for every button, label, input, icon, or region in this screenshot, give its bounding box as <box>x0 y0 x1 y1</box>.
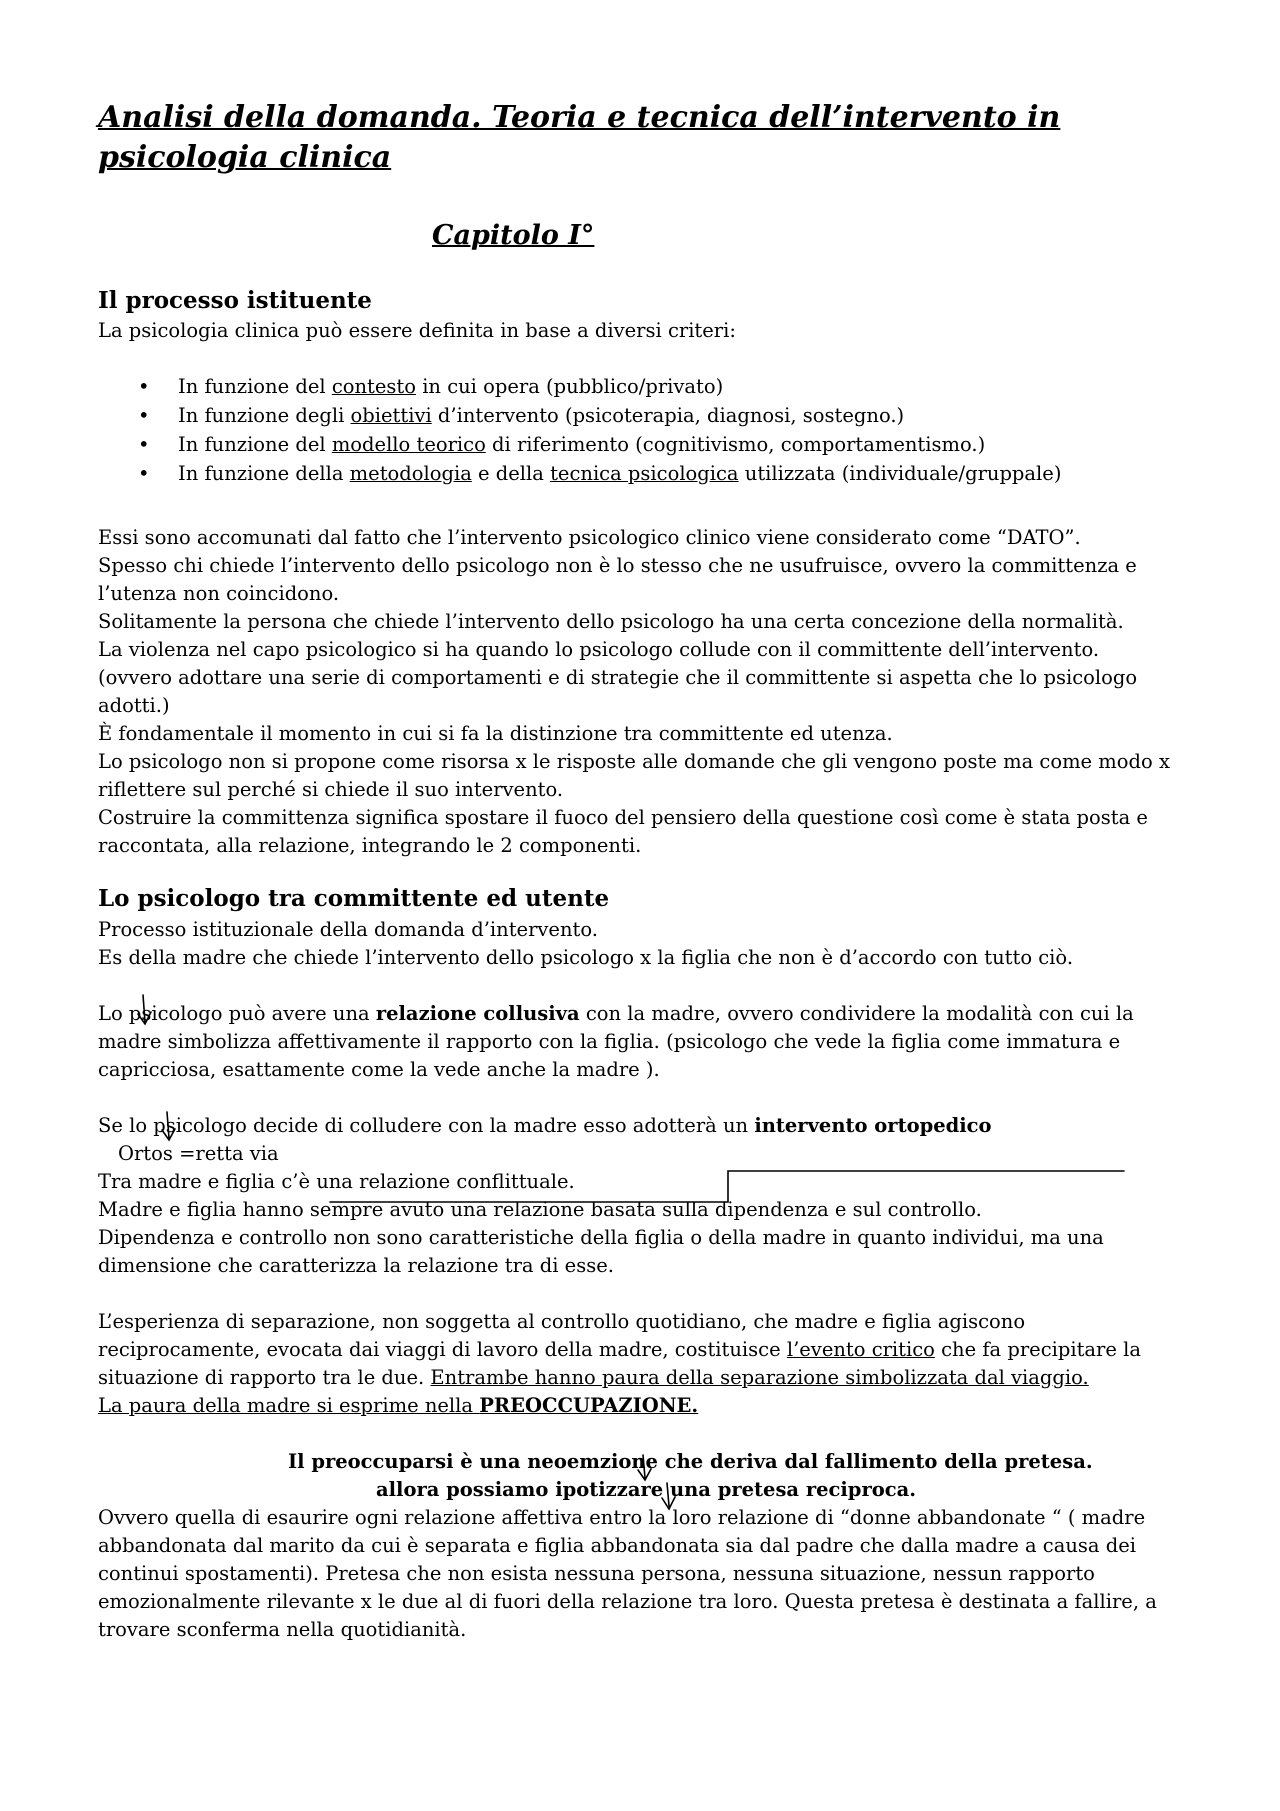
list-item: • In funzione degli obiettivi d’intervento (psicoterapia, diagnosi, sostegno.) <box>98 401 1061 430</box>
criteria-list <box>98 372 1061 488</box>
text-line: Lo psicologo può avere una relazione collusiva con la madre, ovvero condividere la modalità con cui la <box>98 1002 1134 1025</box>
text-line: situazione di rapporto tra le due. Entrambe hanno paura della separazione simbolizzata dal viaggio. <box>98 1366 1089 1389</box>
text-line: dimensione che caratterizza la relazione tra di esse. <box>98 1254 614 1277</box>
text-line: madre simbolizza affettivamente il rapporto con la figlia. (psicologo che vede la figlia come immatura e <box>98 1030 1121 1053</box>
text-line: raccontata, alla relazione, integrando le 2 componenti. <box>98 834 642 857</box>
list-item: • In funzione della metodologia e della tecnica psicologica utilizzata (individuale/gruppale) <box>98 459 1061 488</box>
text-line: La paura della madre si esprime nella PREOCCUPAZIONE. <box>98 1394 699 1417</box>
bullet-icon: • <box>138 462 150 485</box>
annotation-note: Ortos =retta via <box>118 1142 279 1165</box>
separation-paragraph <box>98 1308 1208 1420</box>
bullet-icon: • <box>138 375 150 398</box>
text-line: Essi sono accomunati dal fatto che l’intervento psicologico clinico viene considerato come “DATO”. <box>98 526 1081 549</box>
text-line: adotti.) <box>98 694 170 717</box>
list-item: • In funzione del contesto in cui opera (pubblico/privato) <box>98 372 1061 401</box>
text-line: Il preoccuparsi è una neoemzione che deriva dal fallimento della pretesa. <box>288 1450 1093 1473</box>
bullet-icon: • <box>138 433 150 456</box>
text-line: Se lo psicologo decide di colludere con la madre esso adotterà un intervento ortopedico <box>98 1114 992 1137</box>
section-intro: La psicologia clinica può essere definita in base a diversi criteri: <box>98 319 736 342</box>
text-line: È fondamentale il momento in cui si fa la distinzione tra committente ed utenza. <box>98 722 893 745</box>
text-line: Madre e figlia hanno sempre avuto una relazione basata sulla dipendenza e sul controllo. <box>98 1198 982 1221</box>
chapter-heading: Capitolo I° <box>432 220 595 251</box>
bullet-icon: • <box>138 404 150 427</box>
text-line: La violenza nel capo psicologico si ha quando lo psicologo collude con il committente dell’intervento. <box>98 638 1100 661</box>
centered-statement <box>98 1448 1208 1504</box>
ortho-paragraph <box>98 1112 1208 1280</box>
text-line: Es della madre che chiede l’intervento dello psicologo x la figlia che non è d’accordo con tutto ciò. <box>98 946 1074 969</box>
section-heading-committente: Lo psicologo tra committente ed utente <box>98 885 610 912</box>
text-line: Solitamente la persona che chiede l’intervento dello psicologo ha una certa concezione della normalità. <box>98 610 1124 633</box>
text-line: Dipendenza e controllo non sono caratteristiche della figlia o della madre in quanto individui, ma una <box>98 1226 1104 1249</box>
text-line: emozionalmente rilevante x le due al di fuori della relazione tra loro. Questa pretesa è destinata a fallire, a <box>98 1590 1157 1613</box>
text-line: Spesso chi chiede l’intervento dello psicologo non è lo stesso che ne usufruisce, ovvero la committenza e <box>98 554 1137 577</box>
text-line: Tra madre e figlia c’è una relazione conflittuale. <box>98 1170 575 1193</box>
text-line: reciprocamente, evocata dai viaggi di lavoro della madre, costituisce l’evento critico che fa precipitare la <box>98 1338 1141 1361</box>
text-line: Costruire la committenza significa spostare il fuoco del pensiero della questione così come è stata posta e <box>98 806 1148 829</box>
text-line: Ovvero quella di esaurire ogni relazione affettiva entro la loro relazione di “donne abbandonate “ ( madre <box>98 1506 1146 1529</box>
list-item: • In funzione del modello teorico di riferimento (cognitivismo, comportamentismo.) <box>98 430 1061 459</box>
document-title: Analisi della domanda. Teoria e tecnica dell’intervento in psicologia clinica <box>98 100 1061 175</box>
text-line: L’esperienza di separazione, non soggetta al controllo quotidiano, che madre e figlia agiscono <box>98 1310 1026 1333</box>
text-line: trovare sconferma nella quotidianità. <box>98 1618 467 1641</box>
text-line: continui spostamenti). Pretesa che non esista nessuna persona, nessuna situazione, nessun rapporto <box>98 1562 1095 1585</box>
text-line: Lo psicologo non si propone come risorsa x le risposte alle domande che gli vengono poste ma come modo x <box>98 750 1170 773</box>
section-heading-processo: Il processo istituente <box>98 287 372 314</box>
text-line: riflettere sul perché si chiede il suo intervento. <box>98 778 564 801</box>
text-line: Processo istituzionale della domanda d’intervento. <box>98 918 598 941</box>
text-line: capricciosa, esattamente come la vede anche la madre ). <box>98 1058 660 1081</box>
text-line: (ovvero adottare una serie di comportamenti e di strategie che il committente si aspetta che lo psicologo <box>98 666 1138 689</box>
text-line: allora possiamo ipotizzare una pretesa reciproca. <box>376 1478 917 1501</box>
collusive-paragraph <box>98 1000 1208 1084</box>
section1-paragraph <box>98 524 1208 860</box>
final-paragraph <box>98 1504 1208 1644</box>
section2-intro <box>98 916 1208 972</box>
text-line: l’utenza non coincidono. <box>98 582 340 605</box>
text-line: abbandonata dal marito da cui è separata e figlia abbandonata sia dal padre che dalla madre a causa dei <box>98 1534 1136 1557</box>
